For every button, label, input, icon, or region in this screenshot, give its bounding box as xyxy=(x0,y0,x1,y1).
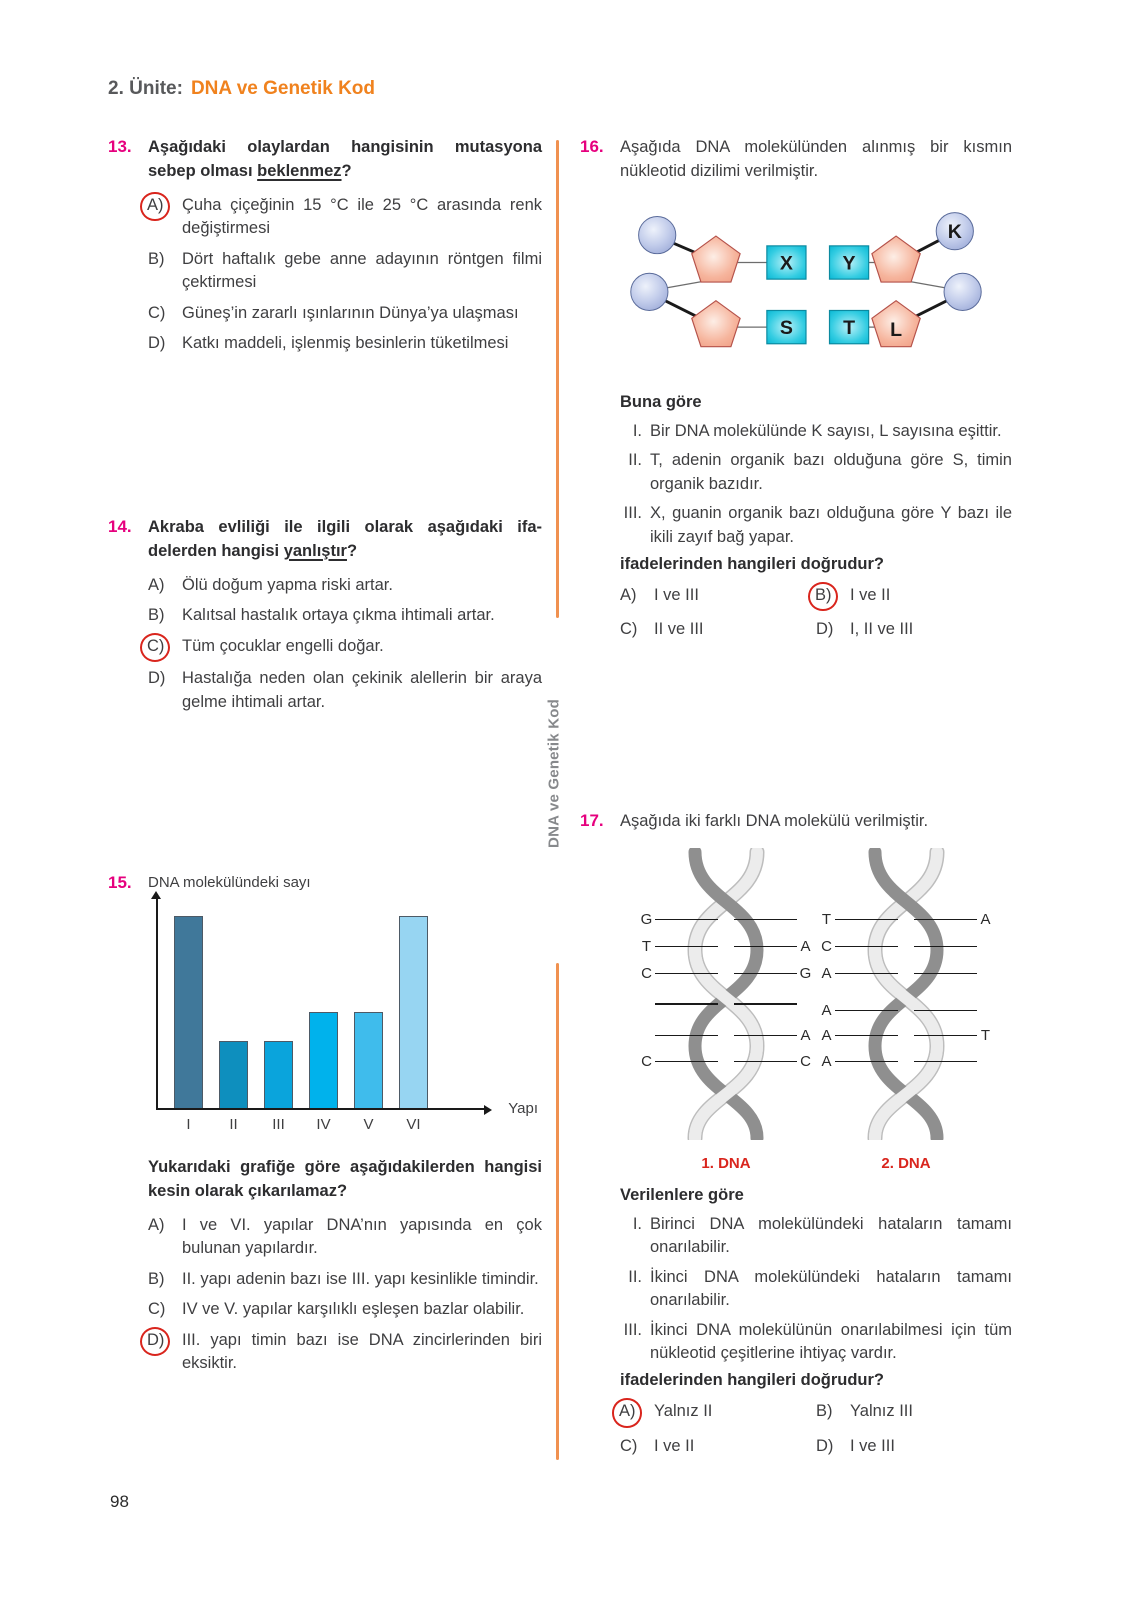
option-text: Ölü doğum yapma riski artar. xyxy=(182,575,393,594)
question-14-number: 14. xyxy=(108,517,132,536)
question-17-item-1: I. Birinci DNA molekülündeki hataların tamamı onarılabilir. xyxy=(632,1214,1012,1257)
option-text: I ve VI. yapılar DNA’nın yapısında en çok bulunan yapılardır. xyxy=(182,1215,542,1258)
base-label-left: A xyxy=(821,1052,832,1070)
option-text: II ve III xyxy=(654,620,704,639)
base-label-left: C xyxy=(821,937,832,955)
base-pair-line xyxy=(734,1061,797,1063)
option-text: IV ve V. yapılar karşılıklı eşleşen bazlar olabilir. xyxy=(182,1300,525,1319)
question-14-option-a[interactable] xyxy=(148,574,542,597)
chart-category-label: V xyxy=(363,1116,374,1133)
question-16-option-c[interactable] xyxy=(620,618,816,641)
base-label-left: C xyxy=(641,964,652,982)
question-17-item-2: II. İkinci DNA molekülündeki hataların tamamı onarılabilir. xyxy=(628,1267,1012,1310)
question-13-stem: Aşağıdaki olaylardan hangisinin mutasyona sebep olması beklenmez? xyxy=(148,138,542,180)
sugar-pentagon xyxy=(692,236,740,282)
question-13-option-c[interactable] xyxy=(148,302,542,325)
sugar-pentagon xyxy=(692,301,740,347)
question-17-option-d[interactable] xyxy=(816,1435,1012,1458)
option-label: D) xyxy=(148,669,166,688)
base-pair-row xyxy=(638,966,814,981)
chart-category-label: I xyxy=(186,1116,191,1133)
question-15-option-d[interactable] xyxy=(148,1329,542,1376)
base-label-y: Y xyxy=(842,252,856,275)
base-pair-line xyxy=(734,919,797,921)
base-pair-line xyxy=(655,919,718,921)
base-label-right: A xyxy=(980,910,991,928)
question-15-option-a[interactable] xyxy=(148,1214,542,1261)
dna-helix-1 xyxy=(638,848,814,1172)
base-pair-row xyxy=(818,1054,994,1069)
base-pair-line xyxy=(914,1010,977,1012)
base-pair-line xyxy=(734,973,797,975)
question-14-option-b[interactable] xyxy=(148,604,542,627)
unit-title: DNA ve Genetik Kod xyxy=(190,78,376,99)
base-pair-row xyxy=(818,939,994,954)
option-label: A) xyxy=(148,575,165,594)
base-pair-line xyxy=(655,1061,718,1063)
option-label: A) xyxy=(140,192,170,221)
base-label-right: G xyxy=(799,964,812,982)
question-17-option-a[interactable] xyxy=(620,1400,816,1425)
chart-bar-group-II xyxy=(219,897,248,1133)
chart-bar-group-I xyxy=(174,897,203,1133)
option-label: C) xyxy=(620,1436,638,1455)
question-17-number: 17. xyxy=(580,811,604,830)
option-text: Tüm çocuklar engelli doğar. xyxy=(182,636,384,655)
base-pair-line xyxy=(655,1003,718,1005)
chart-bar-group-III xyxy=(264,897,293,1133)
base-pair-line xyxy=(734,1003,797,1005)
nucleotide-diagram xyxy=(620,204,992,368)
question-15-stem: Yukarıdaki grafiğe göre aşağıdakilerden hangisi kesin olarak çıkarılamaz? xyxy=(148,1158,542,1200)
chart-category-label: II xyxy=(229,1116,238,1133)
question-17 xyxy=(580,810,1012,1458)
base-label-x: X xyxy=(779,252,793,275)
base-label-t: T xyxy=(843,316,856,339)
base-pair-line xyxy=(835,973,898,975)
chart-x-axis-label: Yapı xyxy=(508,1100,538,1117)
option-label: B) xyxy=(148,1269,165,1288)
question-14-option-c[interactable] xyxy=(148,635,542,660)
chart-bar-group-IV xyxy=(309,897,338,1133)
question-16-number: 16. xyxy=(580,137,604,156)
question-13-option-d[interactable] xyxy=(148,332,542,355)
base-pair-line xyxy=(914,919,977,921)
question-16-option-a[interactable] xyxy=(620,584,816,609)
option-label: C) xyxy=(620,620,638,639)
base-pair-row xyxy=(818,1003,994,1018)
question-16 xyxy=(580,136,1012,642)
question-15-number: 15. xyxy=(108,873,132,892)
option-label: C) xyxy=(140,633,170,662)
question-17-lead: Verilenlere göre xyxy=(620,1185,744,1204)
chart-category-label: III xyxy=(272,1116,285,1133)
option-label: B) xyxy=(816,1402,833,1421)
helix-ribbons xyxy=(831,848,981,1140)
phosphate-circle xyxy=(631,273,668,310)
phosphate-circle xyxy=(639,216,676,253)
question-14-stem: Akraba evliliği ile ilgili olarak aşağıdaki ifadelerden hangisi yanlıştır? xyxy=(148,518,542,560)
option-text: Yalnız II xyxy=(654,1402,713,1421)
question-14-option-d[interactable] xyxy=(148,667,542,714)
base-pair-line xyxy=(914,1061,977,1063)
option-text: Dört haftalık gebe anne adayının röntgen filmi çektirmesi xyxy=(182,249,542,292)
base-pair-line xyxy=(655,973,718,975)
unit-header xyxy=(108,78,375,100)
question-16-item-3: III. X, guanin organik bazı olduğuna göre Y bazı ile ikili zayıf bağ yapar. xyxy=(623,504,1012,546)
question-13-number: 13. xyxy=(108,137,132,156)
unit-number-label: 2. Ünite: xyxy=(108,78,183,99)
page-number: 98 xyxy=(110,1492,129,1511)
base-pair-row xyxy=(818,1028,994,1043)
sugar-label-l: L xyxy=(890,318,903,341)
question-15 xyxy=(108,872,542,1382)
base-pair-line xyxy=(734,946,797,948)
question-16-item-2: II. T, adenin organik bazı olduğuna göre S, timin organik bazıdır. xyxy=(628,451,1012,493)
base-label-left: A xyxy=(821,1001,832,1019)
chart-bar-I xyxy=(174,916,203,1108)
chart-bar-IV xyxy=(309,1012,338,1108)
option-label: A) xyxy=(148,1215,165,1234)
phosphate-circle xyxy=(944,273,981,310)
option-label: A) xyxy=(620,585,637,604)
question-17-stem: Aşağıda iki farklı DNA molekülü verilmiştir. xyxy=(620,812,929,830)
question-13 xyxy=(108,136,542,362)
option-label: A) xyxy=(612,1398,642,1427)
question-13-option-a[interactable] xyxy=(148,194,542,241)
option-label: D) xyxy=(140,1327,170,1356)
question-14 xyxy=(108,516,542,721)
base-pair-line xyxy=(835,946,898,948)
base-pair-line xyxy=(655,1035,718,1037)
base-label-right: T xyxy=(980,1026,991,1044)
column-divider-bottom xyxy=(556,963,559,1460)
chart-category-label: IV xyxy=(316,1116,331,1133)
dna-helix-2-label: 2. DNA xyxy=(881,1154,931,1172)
question-17-option-b[interactable] xyxy=(816,1400,1012,1425)
option-text: I ve II xyxy=(654,1436,695,1455)
base-pair-row xyxy=(638,1054,814,1069)
base-pair-row xyxy=(638,912,814,927)
dna-helix-1-label: 1. DNA xyxy=(701,1154,751,1172)
chart-bar-II xyxy=(219,1041,248,1108)
base-label-left: A xyxy=(821,1026,832,1044)
option-text: I, II ve III xyxy=(850,620,914,639)
base-pair-line xyxy=(835,1061,898,1063)
base-pair-line xyxy=(914,946,977,948)
base-pair-line xyxy=(914,1035,977,1037)
base-pair-row xyxy=(638,939,814,954)
option-label: B) xyxy=(148,606,165,625)
base-label-right: A xyxy=(800,1026,811,1044)
option-label: D) xyxy=(816,1436,834,1455)
dna-helix-diagrams xyxy=(620,848,1012,1172)
chart-plot-area xyxy=(156,897,538,1133)
option-text: II. yapı adenin bazı ise III. yapı kesinlikle timindir. xyxy=(182,1269,539,1288)
dna-helix-2 xyxy=(818,848,994,1172)
base-label-s: S xyxy=(779,316,793,339)
question-16-option-b[interactable] xyxy=(816,584,1012,609)
base-pair-line xyxy=(835,1010,898,1012)
option-text: I ve III xyxy=(850,1436,895,1455)
option-label: D) xyxy=(148,333,166,352)
base-pair-row xyxy=(818,912,994,927)
question-16-bold-question: ifadelerinden hangileri doğrudur? xyxy=(620,554,885,573)
chart-bar-VI xyxy=(399,916,428,1108)
question-17-item-3: III. İkinci DNA molekülünün onarılabilmesi için tüm nükleotid çeşitlerine ihtiyaç vardır. xyxy=(623,1320,1012,1363)
base-label-left: G xyxy=(640,910,653,928)
question-16-stem: Aşağıda DNA molekülünden alınmış bir kısmın nükleotid dizilimi verilmiştir. xyxy=(620,138,1012,180)
chart-bar-III xyxy=(264,1041,293,1108)
diagram-labels xyxy=(780,221,962,341)
chart-category-label: VI xyxy=(406,1116,421,1133)
base-pair-line xyxy=(734,1035,797,1037)
question-15-option-c[interactable] xyxy=(148,1298,542,1321)
base-pair-line xyxy=(655,946,718,948)
base-pair-line xyxy=(914,973,977,975)
chart-bar-group-VI xyxy=(399,897,428,1133)
option-text: III. yapı timin bazı ise DNA zincirlerinden biri eksiktir. xyxy=(182,1330,542,1372)
chart-y-axis-label: DNA molekülündeki sayı xyxy=(148,874,311,891)
question-13-option-b[interactable] xyxy=(148,248,542,295)
option-label: C) xyxy=(148,1300,166,1319)
option-text: Yalnız III xyxy=(850,1402,913,1421)
base-label-left: T xyxy=(641,937,652,955)
question-16-item-1: I. Bir DNA molekülünde K sayısı, L sayısına eşittir. xyxy=(632,421,1002,440)
base-label-right: C xyxy=(800,1052,811,1070)
chart-bar-group-V xyxy=(354,897,383,1133)
question-15-option-b[interactable] xyxy=(148,1268,542,1291)
base-label-left: A xyxy=(821,964,832,982)
option-label: B) xyxy=(808,582,838,611)
base-pair-row xyxy=(638,1003,814,1005)
base-label-right: A xyxy=(800,937,811,955)
option-text: I ve II xyxy=(850,585,891,604)
option-text: Hastalığa neden olan çekinik alellerin bir araya gelme ihtimali artar. xyxy=(182,669,542,711)
base-pair-line xyxy=(835,919,898,921)
option-text: I ve III xyxy=(654,585,699,604)
base-pair-line xyxy=(835,1035,898,1037)
option-label: B) xyxy=(148,249,165,268)
chart-bar-V xyxy=(354,1012,383,1108)
phosphate-label-k: K xyxy=(947,220,962,243)
dna-count-bar-chart xyxy=(148,874,542,1133)
base-pair-row xyxy=(818,966,994,981)
option-label: D) xyxy=(816,620,834,639)
option-text: Kalıtsal hastalık ortaya çıkma ihtimali artar. xyxy=(182,606,495,625)
question-17-bold-question: ifadelerinden hangileri doğrudur? xyxy=(620,1371,885,1390)
option-text: Katkı maddeli, işlenmiş besinlerin tüketilmesi xyxy=(182,333,509,352)
sidebar-vertical-title: DNA ve Genetik Kod xyxy=(545,699,563,848)
base-label-left: C xyxy=(641,1052,652,1070)
question-17-option-c[interactable] xyxy=(620,1435,816,1458)
base-pair-row xyxy=(638,1028,814,1043)
option-text: Güneş’in zararlı ışınlarının Dünya’ya ulaşması xyxy=(182,303,519,322)
option-text: Çuha çiçeğinin 15 °C ile 25 °C arasında renk değiştirmesi xyxy=(182,195,542,238)
chart-bars xyxy=(158,897,486,1133)
base-label-left: T xyxy=(821,910,832,928)
column-divider-top xyxy=(556,140,559,618)
question-16-option-d[interactable] xyxy=(816,618,1012,641)
helix-ribbons xyxy=(651,848,801,1140)
option-label: C) xyxy=(148,303,166,322)
question-16-lead: Buna göre xyxy=(620,392,702,411)
sugar-pentagon xyxy=(872,236,920,282)
